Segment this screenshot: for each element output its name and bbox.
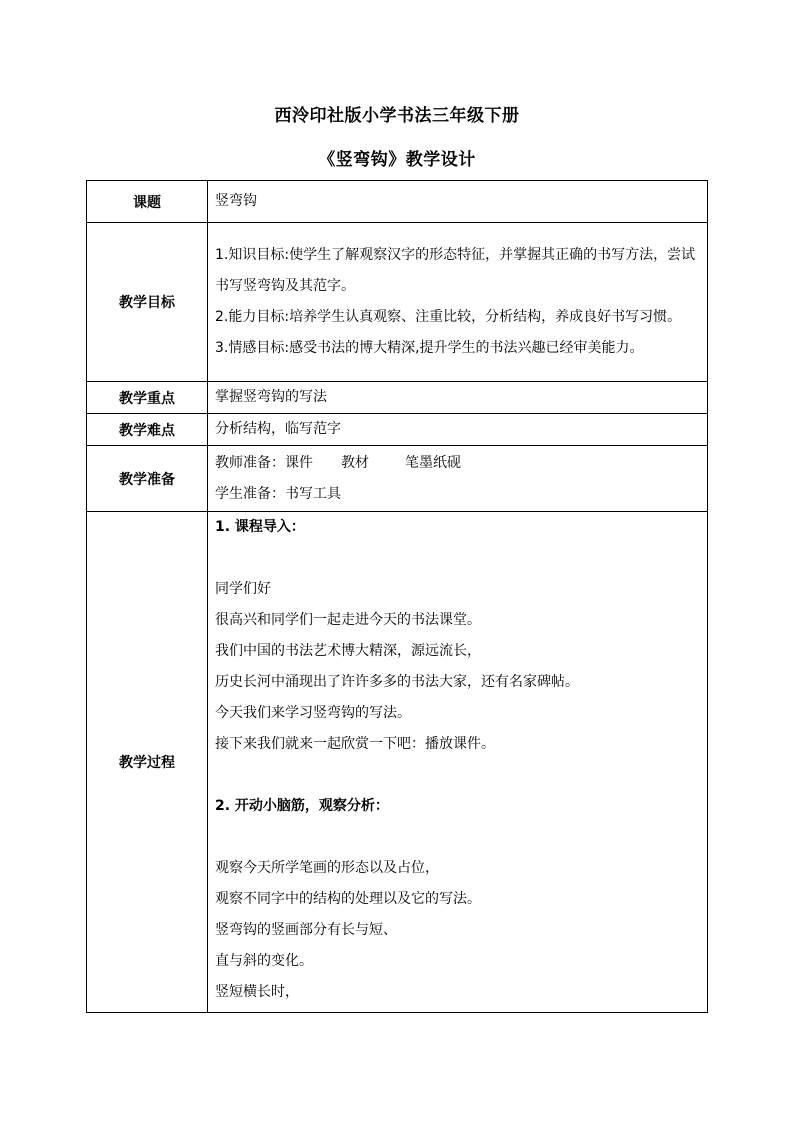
document-title: 西泠印社版小学书法三年级下册	[274, 106, 520, 126]
row-topic	[87, 181, 708, 223]
row-preparation	[87, 446, 708, 512]
value-difficulty: 分析结构，临写范字	[208, 414, 708, 446]
section-heading: 1. 课程导入：	[215, 519, 305, 535]
row-key-point	[87, 382, 708, 414]
teacher-preparation	[215, 448, 701, 479]
label-topic: 课题	[87, 181, 208, 223]
process-line: 历史长河中涌现出了许许多多的书法大家，还有名家碑帖。	[215, 674, 579, 690]
document-subtitle: 《竖弯钩》教学设计	[318, 150, 476, 170]
value-process	[208, 512, 708, 1013]
value-goals	[208, 223, 708, 382]
process-line: 观察不同字中的结构的处理以及它的写法。	[215, 891, 481, 907]
process-line: 同学们好	[215, 581, 271, 597]
lesson-plan-table	[86, 180, 708, 1013]
process-line: 今天我们来学习竖弯钩的写法。	[215, 705, 411, 721]
row-process	[87, 512, 708, 1013]
goal-item: 3.情感目标:感受书法的博大精深,提升学生的书法兴趣已经审美能力。	[215, 340, 644, 356]
process-line: 竖短横长时，	[215, 984, 299, 1000]
value-key-point: 掌握竖弯钩的写法	[208, 382, 708, 414]
label-preparation: 教学准备	[87, 446, 208, 512]
value-topic: 竖弯钩	[208, 181, 708, 223]
label-key-point: 教学重点	[87, 382, 208, 414]
label-process: 教学过程	[87, 512, 208, 1013]
row-difficulty	[87, 414, 708, 446]
process-line: 接下来我们就来一起欣赏一下吧：播放课件。	[215, 736, 495, 752]
label-difficulty: 教学难点	[87, 414, 208, 446]
process-line: 竖弯钩的竖画部分有长与短、	[215, 922, 397, 938]
process-line: 我们中国的书法艺术博大精深，源远流长，	[215, 643, 481, 659]
goal-item: 2.能力目标:培养学生认真观察、注重比较，分析结构，养成良好书写习惯。	[215, 309, 682, 325]
student-preparation: 学生准备：书写工具	[215, 485, 341, 502]
label-goals: 教学目标	[87, 223, 208, 382]
teacher-prep-item2: 教材	[341, 454, 369, 471]
teacher-prep-item1: 教师准备：课件	[215, 454, 313, 471]
section-heading: 2. 开动小脑筋，观察分析：	[215, 798, 389, 814]
goal-item: 1.知识目标:使学生了解观察汉字的形态特征，并掌握其正确的书写方法，尝试书写竖弯钩及其范字。	[215, 247, 696, 294]
value-preparation	[208, 446, 708, 512]
process-line: 观察今天所学笔画的形态以及占位，	[215, 860, 439, 876]
process-line: 很高兴和同学们一起走进今天的书法课堂。	[215, 612, 481, 628]
row-goals	[87, 223, 708, 382]
teacher-prep-item3: 笔墨纸砚	[405, 454, 461, 471]
process-line: 直与斜的变化。	[215, 953, 313, 969]
